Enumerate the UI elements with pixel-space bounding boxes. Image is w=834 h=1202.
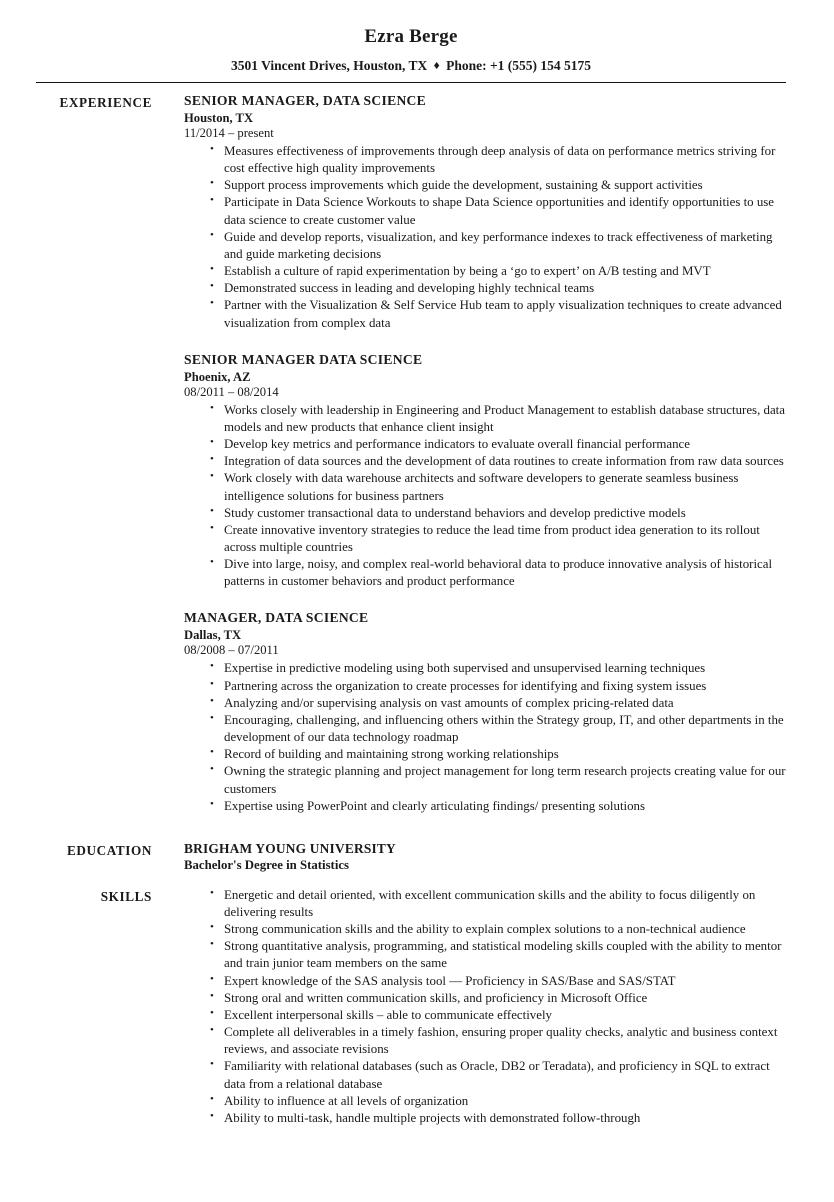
job-title: SENIOR MANAGER, DATA SCIENCE (184, 93, 427, 108)
job-dates: 08/2011 – 08/2014 (184, 384, 279, 399)
job-title: MANAGER, DATA SCIENCE (184, 610, 369, 626)
list-item: • Participate in Data Science Workouts to shape Data Science opportunities and identify opportunities to use data science to create customer value (210, 194, 788, 228)
list-item: • Complete all deliverables in a timely fashion, ensuring proper quality checks, analytic and business context reviews, and associate revisions (210, 1024, 788, 1058)
list-item: • Partnering across the organization to create processes for identifying and fixing system issues (210, 678, 788, 695)
job-entry (184, 352, 788, 591)
education-body (152, 841, 788, 873)
job-bullets (184, 402, 788, 591)
list-item: • Demonstrated success in leading and developing highly technical teams (210, 280, 788, 297)
list-item: • Work closely with data warehouse architects and software developers to generate seamless business intelligence solutions for business partners (210, 470, 788, 504)
list-item: • Ability to multi-task, handle multiple projects with demonstrated follow-through (210, 1110, 788, 1127)
list-item: • Record of building and maintaining strong working relationships (210, 746, 788, 763)
spacer-education (34, 817, 788, 841)
section-education (34, 841, 788, 873)
candidate-name: Ezra Berge (364, 26, 458, 47)
section-label-education: EDUCATION (66, 842, 152, 858)
job-entry (184, 93, 788, 332)
job-location: Dallas, TX (184, 628, 242, 643)
section-label-skills: SKILLS (100, 888, 152, 904)
list-item: • Strong communication skills and the ability to explain complex solutions to a non-technical audience (210, 921, 788, 938)
list-item: • Expertise in predictive modeling using both supervised and unsupervised learning techniques (210, 660, 788, 677)
list-item: • Works closely with leadership in Engineering and Product Management to establish database structures, data models and new products that enhance client insight (210, 402, 788, 436)
job-title: SENIOR MANAGER DATA SCIENCE (184, 351, 423, 367)
list-item: • Create innovative inventory strategies to reduce the lead time from product idea generation to its rollout across multiple countries (210, 522, 788, 556)
list-item: • Establish a culture of rapid experimentation by being a ‘go to expert’ on A/B testing and MVT (210, 263, 788, 280)
job-dates: 11/2014 – present (184, 126, 274, 140)
contact-line (34, 58, 788, 74)
list-item: • Develop key metrics and performance indicators to evaluate overall financial performance (210, 436, 788, 453)
education-school: BRIGHAM YOUNG UNIVERSITY (184, 840, 396, 856)
list-item: • Partner with the Visualization & Self Service Hub team to apply visualization techniques to create advanced visualization from complex data (210, 297, 788, 331)
education-degree: Bachelor's Degree in Statistics (184, 857, 350, 872)
experience-body (152, 93, 788, 815)
list-item: • Energetic and detail oriented, with excellent communication skills and the ability to focus diligently on delivering results (210, 887, 788, 921)
job-entry (184, 610, 788, 814)
list-item: • Familiarity with relational databases (such as Oracle, DB2 or Teradata), and proficiency in SQL to extract data from a relational database (210, 1058, 788, 1092)
list-item: • Dive into large, noisy, and complex real-world behavioral data to produce innovative analysis of historical patterns in customer behaviors and product performance (210, 556, 788, 590)
list-item: • Excellent interpersonal skills – able to communicate effectively (210, 1007, 788, 1024)
skills-body (152, 887, 788, 1127)
list-item: • Strong oral and written communication skills, and proficiency in Microsoft Office (210, 990, 788, 1007)
list-item: • Encouraging, challenging, and influencing others within the Strategy group, IT, and other departments in the development of our data technology roadmap (210, 712, 788, 746)
job-bullets (184, 660, 788, 814)
job-location: Houston, TX (184, 111, 254, 125)
list-item: • Expert knowledge of the SAS analysis tool — Proficiency in SAS/Base and SAS/STAT (210, 973, 788, 990)
list-item: • Study customer transactional data to understand behaviors and develop predictive models (210, 505, 788, 522)
job-bullets (184, 143, 788, 332)
skills-bullets (184, 887, 788, 1127)
header-divider (36, 82, 786, 83)
section-experience (34, 93, 788, 815)
spacer-skills (34, 875, 788, 887)
list-item: • Support process improvements which guide the development, sustaining & support activities (210, 177, 788, 194)
contact-phone: Phone: +1 (555) 154 5175 (446, 58, 592, 73)
list-item: • Measures effectiveness of improvements through deep analysis of data on performance metrics striving for cost effective high quality improvements (210, 143, 788, 177)
section-label-experience: EXPERIENCE (59, 95, 152, 110)
list-item: • Integration of data sources and the development of data routines to create information from raw data sources (210, 453, 788, 470)
list-item: • Analyzing and/or supervising analysis on vast amounts of complex pricing-related data (210, 695, 788, 712)
list-item: • Expertise using PowerPoint and clearly articulating findings/ presenting solutions (210, 798, 788, 815)
diamond-separator-icon: ♦ (433, 58, 440, 72)
job-location: Phoenix, AZ (184, 369, 251, 384)
list-item: • Strong quantitative analysis, programming, and statistical modeling skills coupled with the ability to mentor and train junior team members on the same (210, 938, 788, 972)
list-item: • Ability to influence at all levels of organization (210, 1093, 788, 1110)
section-skills (34, 887, 788, 1127)
list-item: • Owning the strategic planning and project management for long term research projects creating value for our customers (210, 763, 788, 797)
contact-address: 3501 Vincent Drives, Houston, TX (230, 58, 428, 73)
job-dates: 08/2008 – 07/2011 (184, 643, 279, 658)
list-item: • Guide and develop reports, visualization, and key performance indexes to track effectiveness of marketing and guide marketing decisions (210, 229, 788, 263)
